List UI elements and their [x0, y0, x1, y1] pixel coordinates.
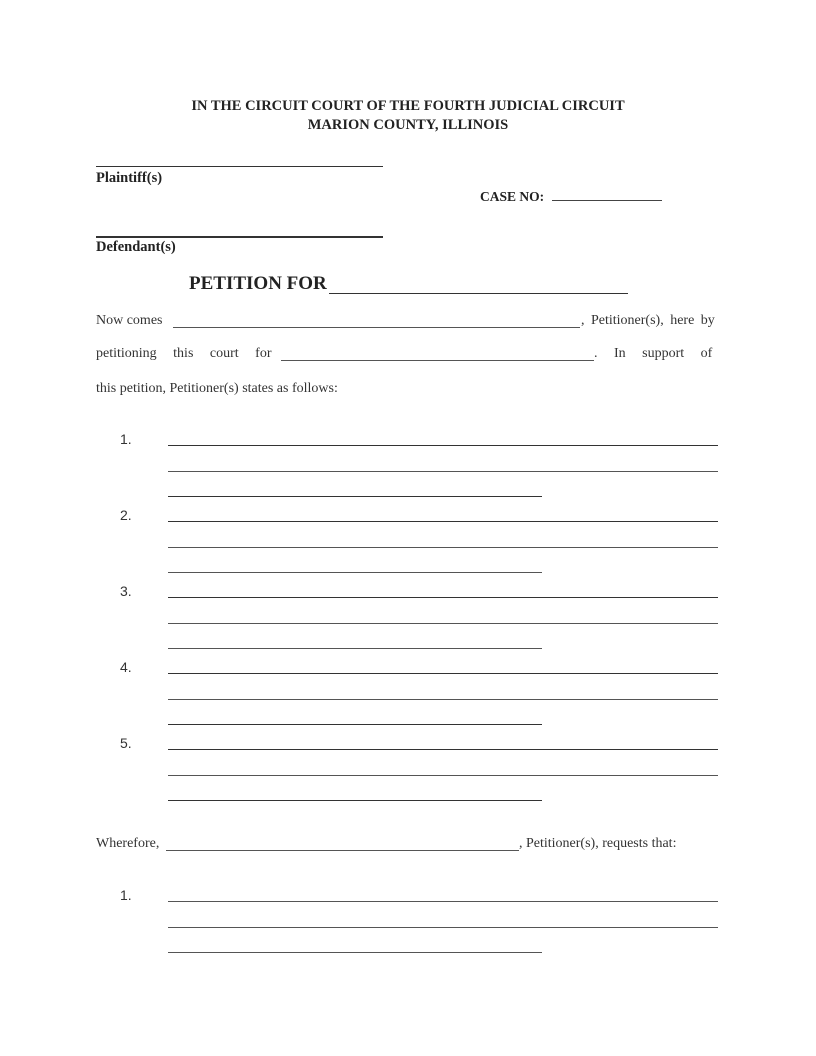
request-1-line-1[interactable] [168, 901, 718, 902]
case-number-label: CASE NO: [480, 189, 545, 204]
statement-3-line-3[interactable] [168, 648, 542, 649]
statement-number-2: 2. [120, 507, 132, 523]
statement-5-line-3[interactable] [168, 800, 542, 801]
petition-title-field[interactable] [329, 293, 628, 294]
wherefore-text: Wherefore, [96, 836, 160, 851]
petition-title-prefix: PETITION FOR [189, 273, 327, 294]
statement-1-line-3[interactable] [168, 496, 542, 497]
states-as-follows-text: this petition, Petitioner(s) states as follows: [96, 381, 338, 396]
statement-2-line-1[interactable] [168, 521, 718, 522]
statement-5-line-1[interactable] [168, 749, 718, 750]
court-name: IN THE CIRCUIT COURT OF THE FOURTH JUDICIAL CIRCUIT [191, 98, 625, 114]
statement-number-1: 1. [120, 431, 132, 447]
wherefore-petitioner-field[interactable] [166, 850, 519, 851]
petition-purpose-field[interactable] [281, 360, 594, 361]
statement-3-line-1[interactable] [168, 597, 718, 598]
statement-number-5: 5. [120, 735, 132, 751]
statement-number-3: 3. [120, 583, 132, 599]
case-number [480, 188, 662, 205]
court-county: MARION COUNTY, ILLINOIS [307, 117, 509, 133]
now-comes-text: Now comes [96, 313, 163, 328]
statement-4-line-2[interactable] [168, 699, 718, 700]
statement-5-line-2[interactable] [168, 775, 718, 776]
defendant-label: Defendant(s) [96, 239, 176, 255]
defendant-line[interactable] [96, 236, 383, 238]
statement-2-line-3[interactable] [168, 572, 542, 573]
petitioning-text: petitioning this court for [96, 346, 272, 361]
statement-4-line-3[interactable] [168, 724, 542, 725]
statement-4-line-1[interactable] [168, 673, 718, 674]
statement-3-line-2[interactable] [168, 623, 718, 624]
in-support-text: . In support of [594, 346, 713, 361]
statement-number-4: 4. [120, 659, 132, 675]
statement-1-line-1[interactable] [168, 445, 718, 446]
petitioner-here-by-text: , Petitioner(s), here by [581, 313, 715, 328]
request-1-line-3[interactable] [168, 952, 542, 953]
request-number-1: 1. [120, 887, 132, 903]
statement-1-line-2[interactable] [168, 471, 718, 472]
statement-2-line-2[interactable] [168, 547, 718, 548]
requests-that-text: , Petitioner(s), requests that: [519, 836, 677, 851]
petitioner-name-field[interactable] [173, 327, 580, 328]
petition-title [189, 273, 327, 295]
plaintiff-label: Plaintiff(s) [96, 170, 163, 186]
case-number-field[interactable] [552, 188, 662, 201]
plaintiff-line[interactable] [96, 166, 383, 167]
request-1-line-2[interactable] [168, 927, 718, 928]
